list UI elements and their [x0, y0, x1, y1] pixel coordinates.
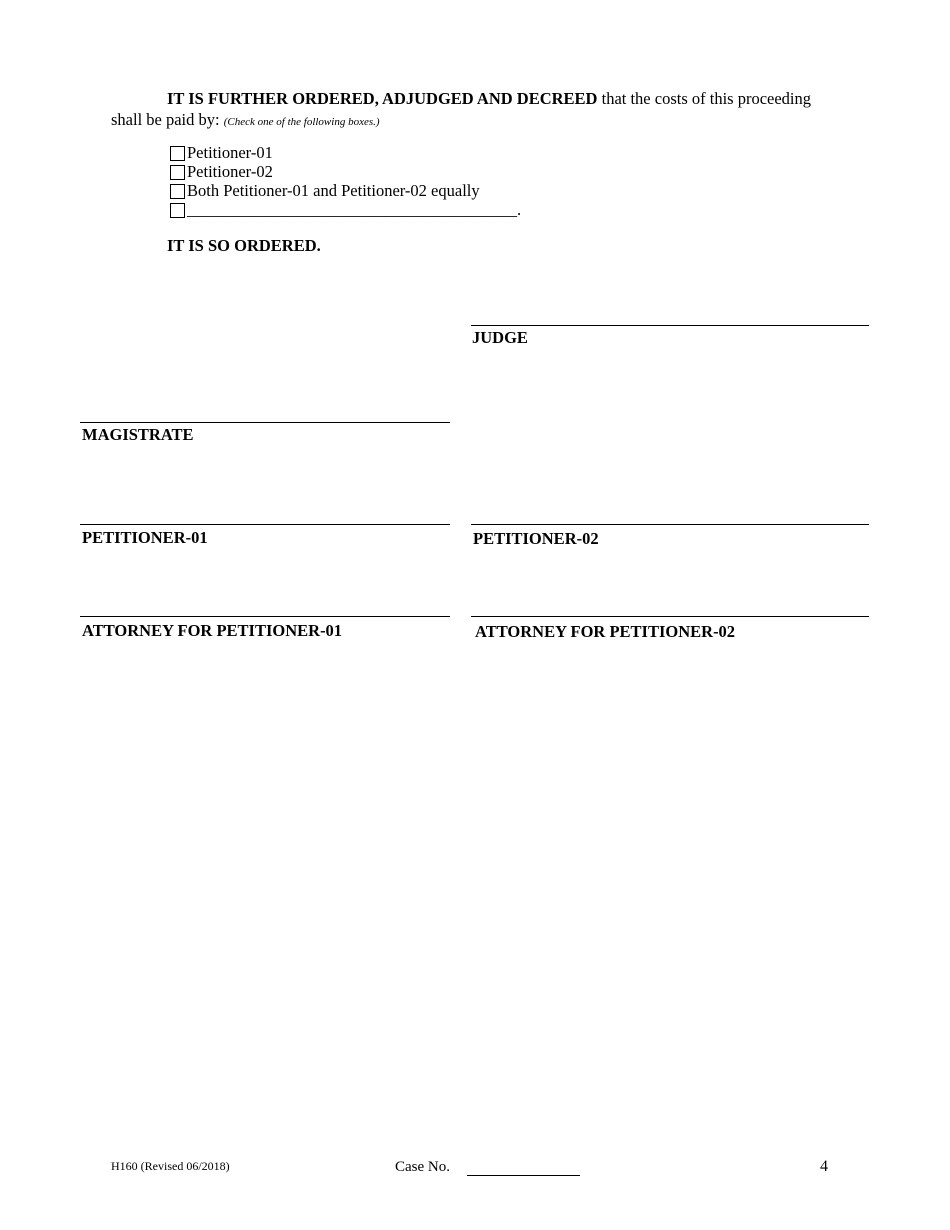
- order-paragraph-line2: [111, 110, 380, 130]
- magistrate-label: MAGISTRATE: [82, 425, 194, 444]
- petitioner-02-label: PETITIONER-02: [473, 529, 599, 548]
- attorney-01-signature-line: [80, 616, 450, 617]
- page-number: 4: [820, 1158, 828, 1175]
- checkbox-other[interactable]: [170, 203, 185, 218]
- order-paragraph-line1: [167, 89, 811, 109]
- order-text: that the costs of this proceeding: [597, 89, 812, 108]
- order-bold-lead: IT IS FURTHER ORDERED, ADJUDGED AND DECREED: [167, 89, 598, 108]
- magistrate-signature-line: [80, 422, 450, 423]
- petitioner-02-signature-line: [471, 524, 869, 525]
- case-number-field[interactable]: [467, 1175, 580, 1176]
- form-id: H160 (Revised 06/2018): [111, 1159, 230, 1173]
- checkbox-petitioner-02[interactable]: [170, 165, 185, 180]
- instruction-note: (Check one of the following boxes.): [223, 116, 380, 128]
- option-label: Petitioner-01: [187, 143, 273, 162]
- case-number-label: Case No.: [395, 1159, 450, 1175]
- paid-by-label: shall be paid by:: [111, 110, 224, 129]
- judge-label: JUDGE: [472, 328, 528, 347]
- petitioner-01-signature-line: [80, 524, 450, 525]
- attorney-02-signature-line: [471, 616, 869, 617]
- option-other-blank[interactable]: ________________________________________.: [187, 200, 522, 219]
- option-label: Both Petitioner-01 and Petitioner-02 equally: [187, 181, 480, 200]
- checkbox-both-equally[interactable]: [170, 184, 185, 199]
- option-label: Petitioner-02: [187, 162, 273, 181]
- attorney-02-label: ATTORNEY FOR PETITIONER-02: [475, 622, 736, 641]
- judge-signature-line: [471, 325, 869, 326]
- attorney-01-label: ATTORNEY FOR PETITIONER-01: [82, 621, 343, 640]
- so-ordered: IT IS SO ORDERED.: [167, 236, 321, 255]
- petitioner-01-label: PETITIONER-01: [82, 528, 208, 547]
- checkbox-petitioner-01[interactable]: [170, 146, 185, 161]
